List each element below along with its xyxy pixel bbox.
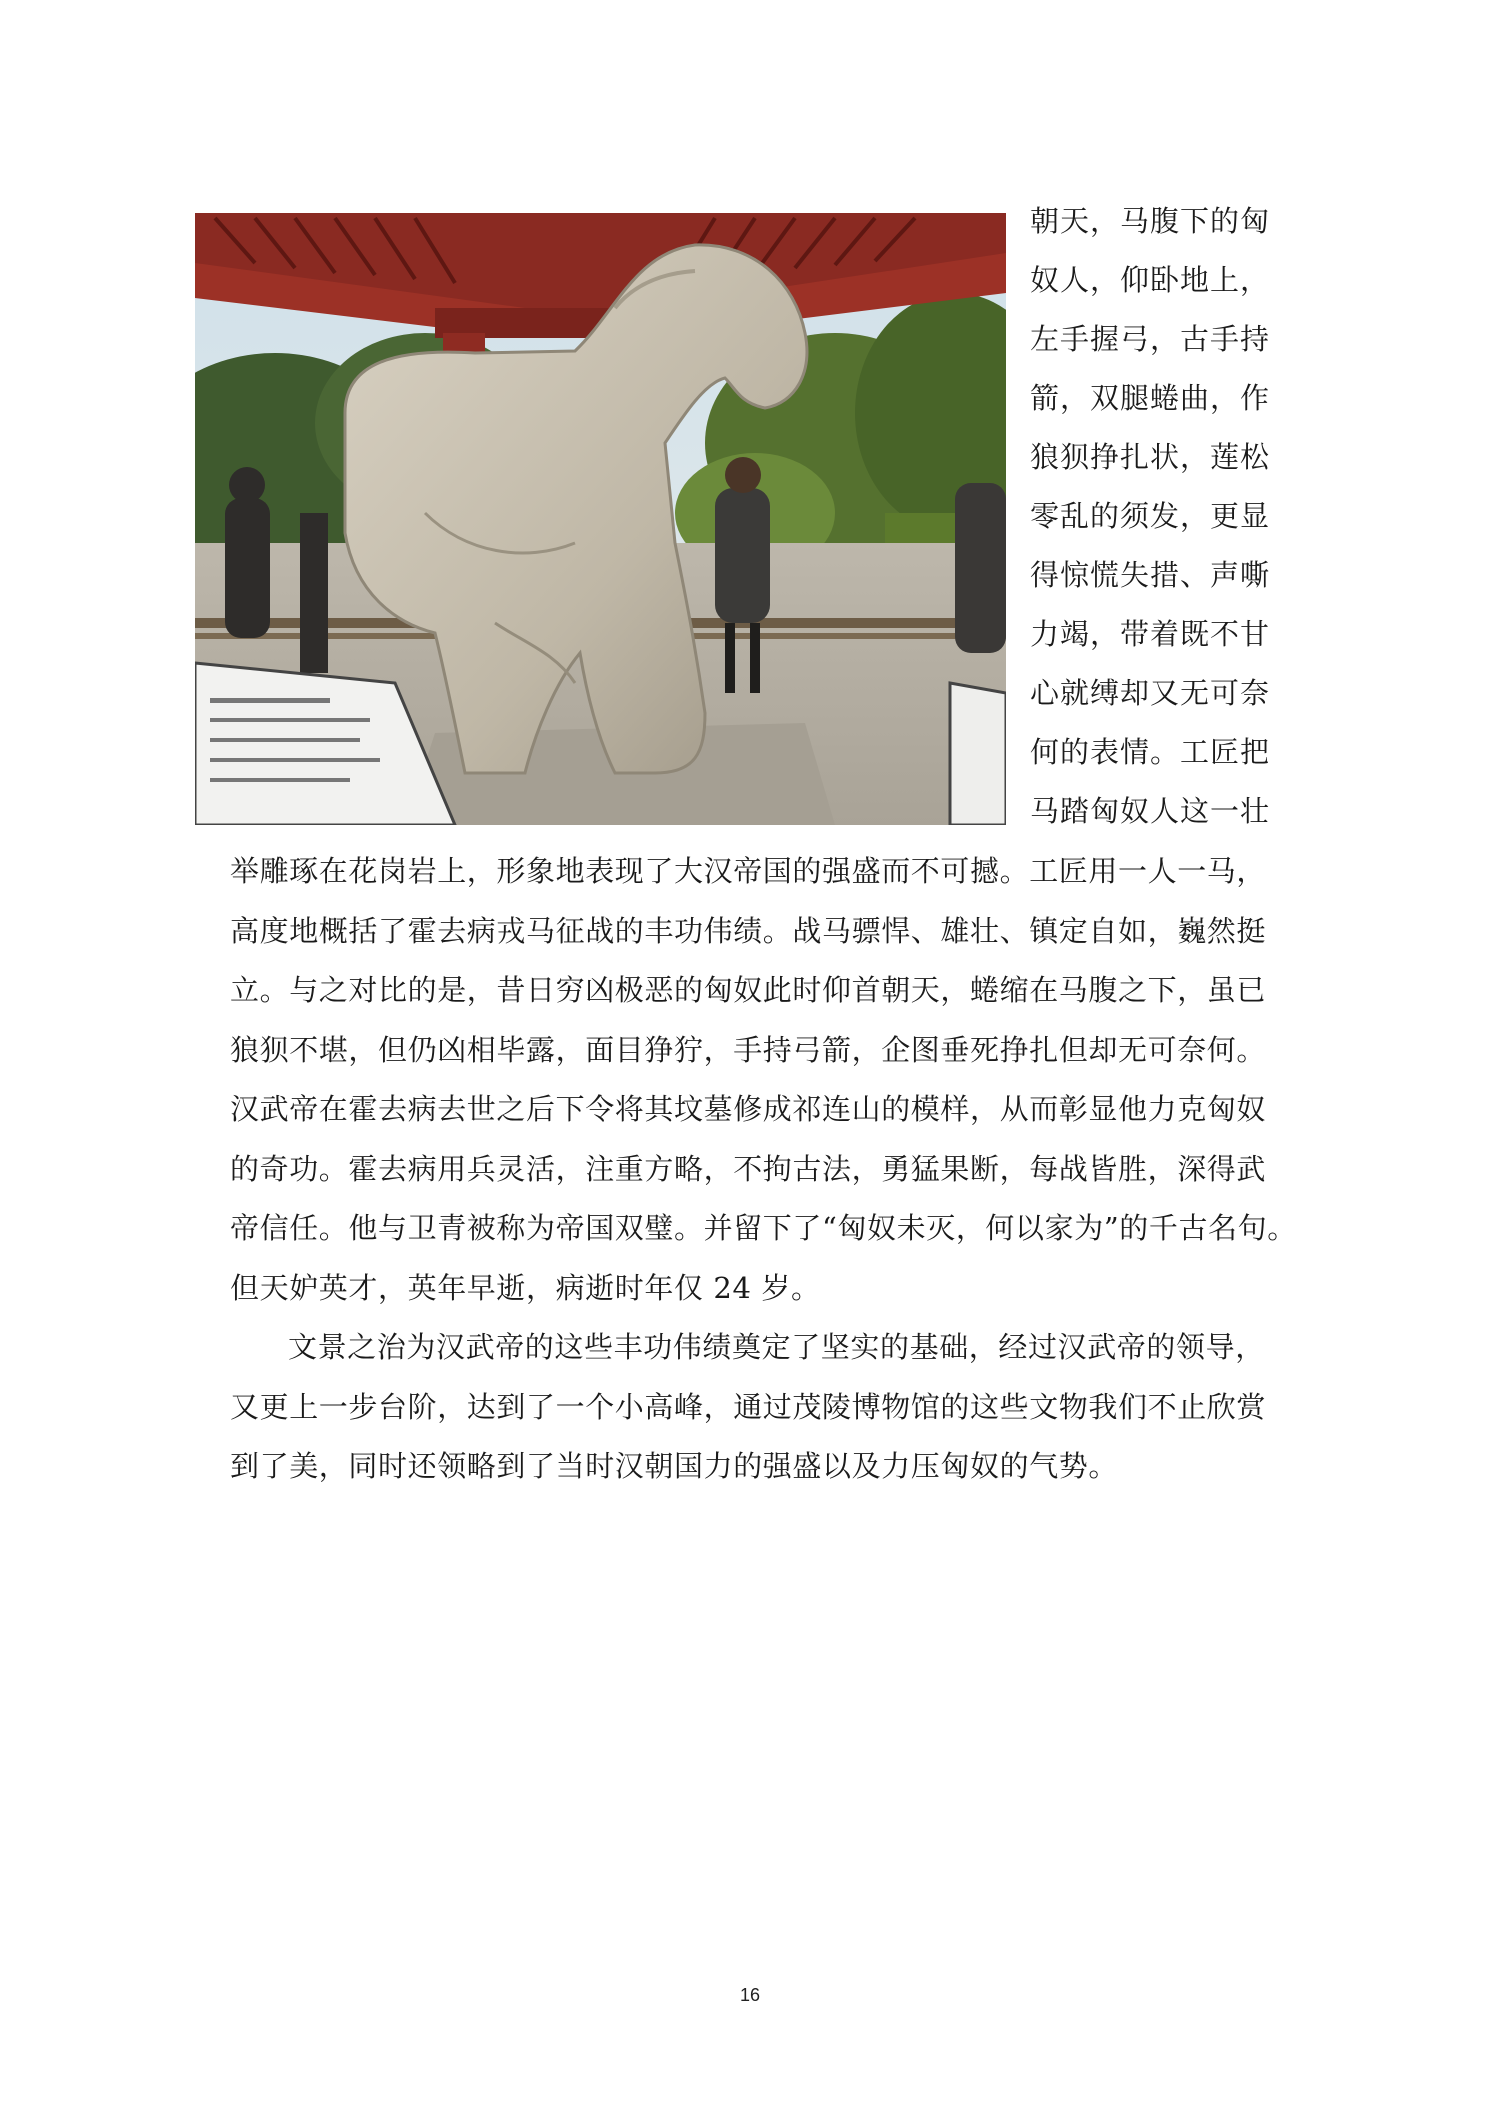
side-line: 朝天，马腹下的匈	[1030, 204, 1271, 238]
paragraph-line: 到了美，同时还领略到了当时汉朝国力的强盛以及力压匈奴的气势。	[230, 1449, 1119, 1483]
page-number: 16	[739, 1985, 761, 2005]
body-line: 帝信任。他与卫青被称为帝国双璧。并留下了“匈奴未灭，何以家为”的千古名句。	[230, 1211, 1297, 1245]
side-line: 力竭，带着既不甘	[1030, 617, 1271, 651]
side-line: 左手握弓，古手持	[1030, 322, 1271, 356]
paragraph-line: 又更上一步台阶，达到了一个小高峰，通过茂陵博物馆的这些文物我们不止欣赏	[230, 1389, 1267, 1424]
body-line: 但天妒英才，英年早逝，病逝时年仅 24 岁。	[230, 1270, 821, 1305]
body-line: 举雕琢在花岗岩上，形象地表现了大汉帝国的强盛而不可撼。工匠用一人一马，	[230, 854, 1267, 888]
body-line: 高度地概括了霍去病戎马征战的丰功伟绩。战马骠悍、雄壮、镇定自如，巍然挺	[230, 913, 1267, 948]
side-line: 奴人，仰卧地上，	[1030, 263, 1271, 297]
side-line: 得惊慌失措、声嘶	[1030, 558, 1271, 592]
statue-photo	[195, 213, 1006, 825]
side-line: 狼狈挣扎状，莲松	[1030, 440, 1271, 474]
body-line: 立。与之对比的是，昔日穷凶极恶的匈奴此时仰首朝天，蜷缩在马腹之下，虽已	[230, 973, 1267, 1007]
wrapped-text-column	[1030, 192, 1280, 841]
body-line: 汉武帝在霍去病去世之后下令将其坟墓修成祁连山的模样，从而彰显他力克匈奴	[230, 1092, 1267, 1126]
side-line: 何的表情。工匠把	[1030, 735, 1271, 769]
side-line: 箭，双腿蜷曲，作	[1030, 381, 1271, 415]
side-line: 零乱的须发，更显	[1030, 499, 1271, 533]
side-line: 心就缚却又无可奈	[1030, 676, 1271, 710]
body-line: 的奇功。霍去病用兵灵活，注重方略，不拘古法，勇猛果断，每战皆胜，深得武	[230, 1151, 1267, 1186]
paragraph-line: 文景之治为汉武帝的这些丰功伟绩奠定了坚实的基础，经过汉武帝的领导，	[288, 1330, 1265, 1364]
body-text	[230, 842, 1297, 1497]
body-line: 狼狈不堪，但仍凶相毕露，面目狰狞，手持弓箭，企图垂死挣扎但却无可奈何。	[230, 1032, 1267, 1067]
side-line: 马踏匈奴人这一壮	[1030, 794, 1271, 828]
